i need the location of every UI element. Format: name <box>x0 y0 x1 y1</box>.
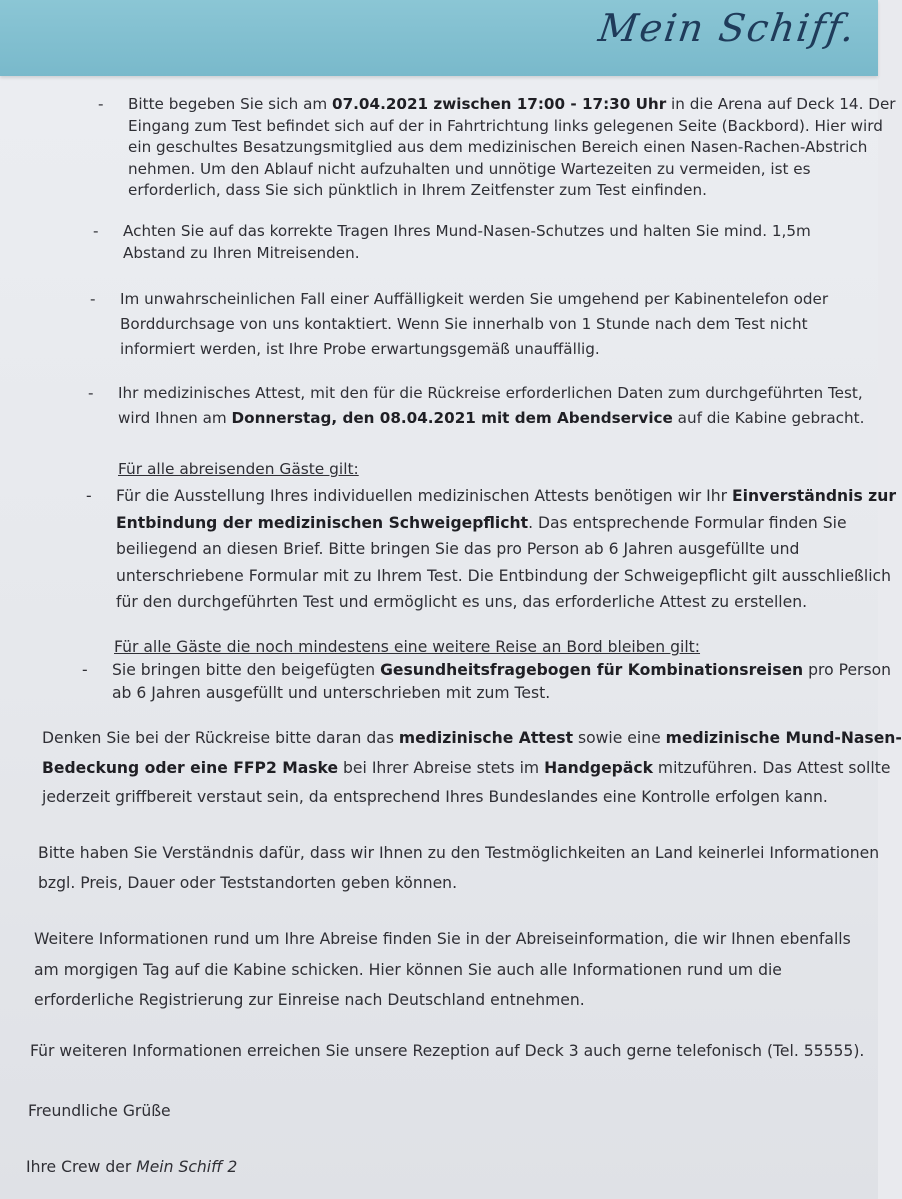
text-segment: in die Arena auf Deck 14. Der <box>666 95 896 113</box>
text-segment: unterschriebene Formular mit zu Ihrem Test. Die Entbindung der Schweigepflicht gilt ausschließlich <box>116 566 892 585</box>
bullet-dash: - <box>90 290 96 308</box>
text-segment: Weitere Informationen rund um Ihre Abreise finden Sie in der Abreiseinformation, die wir Ihnen ebenfalls <box>34 930 851 948</box>
text-segment: bzgl. Preis, Dauer oder Teststandorten geben können. <box>38 874 458 892</box>
bullet-notification <box>90 287 829 362</box>
text-line <box>42 783 902 813</box>
text-segment: Bitte begeben Sie sich am <box>128 95 333 113</box>
text-line <box>112 682 891 705</box>
text-line <box>116 536 896 563</box>
text-segment: erforderliche Registrierung zur Einreise nach Deutschland entnehmen. <box>34 991 585 1009</box>
closing-greeting: Freundliche Grüße <box>28 1102 171 1120</box>
text-line <box>34 955 851 986</box>
bold-text: Entbindung der medizinischen Schweigepflicht <box>116 513 529 532</box>
bullet-mask <box>93 221 811 264</box>
text-segment: wird Ihnen am <box>118 409 232 427</box>
text-segment: Im unwahrscheinlichen Fall einer Auffälligkeit werden Sie umgehend per Kabinentelefon oder <box>120 290 829 308</box>
section1-heading: Für alle abreisenden Gäste gilt: <box>118 460 359 478</box>
bold-text: Einverständnis zur <box>731 487 897 505</box>
bullet-dash: - <box>82 661 88 679</box>
text-line <box>128 94 896 116</box>
bold-text: medizinische Attest <box>398 729 574 747</box>
text-line <box>123 221 811 243</box>
text-segment: für den durchgeführten Test und ermöglicht es uns, das erforderliche Attest zu erstellen. <box>116 593 808 611</box>
bold-text: Donnerstag, den 08.04.2021 mit dem Abendservice <box>231 409 673 427</box>
text-line <box>42 724 902 754</box>
header-bar <box>0 0 878 76</box>
text-line <box>116 563 896 590</box>
text-line <box>128 180 896 202</box>
paragraph-departure-info <box>34 924 851 1016</box>
section2-bullet <box>82 659 891 705</box>
text-line <box>128 116 896 138</box>
brand-logo: Mein Schiff. <box>596 6 860 50</box>
text-line <box>118 381 864 406</box>
text-line <box>38 868 879 898</box>
text-segment: Eingang zum Test befindet sich auf der in Fahrtrichtung links gelegenen Seite (Backbord). Hier wird <box>128 116 883 135</box>
text-line <box>118 406 864 431</box>
text-line <box>120 312 828 337</box>
text-line <box>30 1036 864 1066</box>
text-segment: Achten Sie auf das korrekte Tragen Ihres Mund-Nasen-Schutzes und halten Sie mind. 1,5m <box>123 222 811 240</box>
text-segment: beiliegend an diesen Brief. Bitte bringen Sie das pro Person ab 6 Jahren ausgefüllte und <box>116 540 800 558</box>
text-segment: bei Ihrer Abreise stets im <box>338 758 545 777</box>
bullet-attest-delivery <box>88 381 865 431</box>
bold-text: Gesundheitsfragebogen für Kombinationsreisen <box>380 661 804 679</box>
bold-text: Handgepäck <box>544 758 653 777</box>
text-segment: Ihr medizinisches Attest, mit den für die Rückreise erforderlichen Daten zum durchgeführten Test, <box>118 384 863 402</box>
text-line <box>123 243 811 265</box>
section1-bullet <box>86 483 897 616</box>
text-segment: nehmen. Um den Ablauf nicht aufzuhalten und unnötige Wartezeiten zu vermeiden, ist es <box>128 159 811 178</box>
text-segment: . Das entsprechende Formular finden Sie <box>528 513 847 532</box>
bold-text: 07.04.2021 zwischen 17:00 - 17:30 Uhr <box>332 95 667 113</box>
text-line <box>116 510 896 537</box>
text-segment: Denken Sie bei der Rückreise bitte daran das <box>42 729 399 747</box>
bold-text: Bedeckung oder eine FFP2 Maske <box>42 758 339 777</box>
text-segment: sowie eine <box>573 729 666 747</box>
text-line <box>112 659 891 682</box>
paragraph-no-land-info <box>38 838 879 898</box>
text-line <box>42 754 902 784</box>
text-line <box>120 287 828 312</box>
text-line <box>116 483 896 510</box>
text-segment: Für die Ausstellung Ihres individuellen medizinischen Attests benötigen wir Ihr <box>116 487 732 505</box>
text-segment: Abstand zu Ihren Mitreisenden. <box>123 243 360 262</box>
text-line <box>120 337 828 362</box>
bullet-dash: - <box>86 487 92 505</box>
text-segment: jederzeit griffbereit verstaut sein, da entsprechend Ihres Bundeslandes eine Kontrolle erfolgen kann. <box>42 788 828 806</box>
closing-signature: Ihre Crew der Mein Schiff 2 <box>26 1158 238 1176</box>
section2-heading: Für alle Gäste die noch mindestens eine weitere Reise an Bord bleiben gilt: <box>114 638 701 656</box>
text-segment: Bitte haben Sie Verständnis dafür, dass wir Ihnen zu den Testmöglichkeiten an Land keinerlei Informationen <box>38 844 880 862</box>
text-segment: Sie bringen bitte den beigefügten <box>112 661 381 679</box>
text-line <box>116 589 896 616</box>
paragraph-reception <box>30 1036 864 1066</box>
ship-name: Mein Schiff 2 <box>136 1158 238 1176</box>
paragraph-return-reminder <box>42 724 902 813</box>
text-segment: informiert werden, ist Ihre Probe erwartungsgemäß unauffällig. <box>120 340 600 358</box>
text-segment: ab 6 Jahren ausgefüllt und unterschrieben mit zum Test. <box>112 684 551 702</box>
bullet-dash: - <box>88 384 94 402</box>
bullet-test-time <box>98 94 896 202</box>
text-line <box>34 985 851 1016</box>
text-segment: auf die Kabine gebracht. <box>672 409 865 427</box>
text-line <box>34 924 851 955</box>
bold-text: medizinische Mund-Nasen- <box>665 729 902 747</box>
text-line <box>128 137 896 159</box>
text-line <box>38 838 879 868</box>
bullet-dash: - <box>93 222 99 240</box>
text-segment: am morgigen Tag auf die Kabine schicken. Hier können Sie auch alle Informationen rund um die <box>34 960 782 979</box>
text-segment: Für weiteren Informationen erreichen Sie unsere Rezeption auf Deck 3 auch gerne telefonisch (Tel. 55555). <box>30 1042 865 1060</box>
bullet-dash: - <box>98 95 104 113</box>
text-segment: erforderlich, dass Sie sich pünktlich in Ihrem Zeitfenster zum Test einfinden. <box>128 181 707 199</box>
text-line <box>128 159 896 181</box>
text-segment: ein geschultes Besatzungsmitglied aus dem medizinischen Bereich einen Nasen-Rachen-Abstrich <box>128 138 868 156</box>
text-segment: pro Person <box>803 661 891 679</box>
text-segment: Borddurchsage von uns kontaktiert. Wenn Sie innerhalb von 1 Stunde nach dem Test nicht <box>120 315 808 333</box>
text-segment: mitzuführen. Das Attest sollte <box>652 758 891 777</box>
